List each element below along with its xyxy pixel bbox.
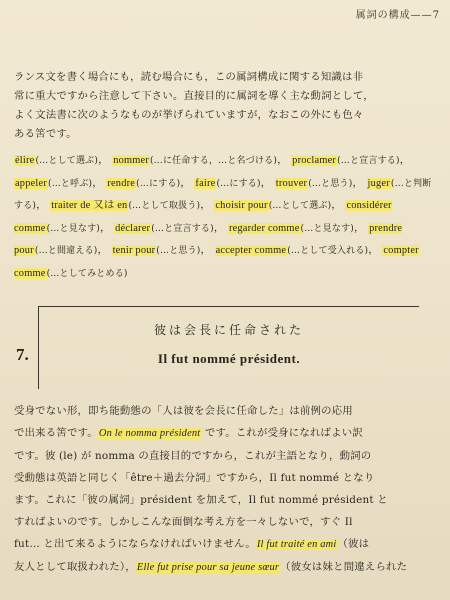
verb-gloss: (…にする) [136,178,181,189]
explanation-line: ます。これに「彼の属詞」président を加えて，Il fut nommé président と [14,494,388,506]
example-japanese: 彼は会長に任命された [153,323,304,337]
separator: ， [352,176,364,189]
verb-list [14,150,434,285]
verb-term: considérer comme [14,200,392,234]
verb-gloss: (…にする) [216,178,261,189]
example-number: 7. [16,345,29,364]
verb-term: prendre pour [14,222,403,256]
separator: ， [180,176,191,189]
explanation-line: 受身でない形，即ち能動態の「人は彼を会長に任命した」は前例の応用 [14,405,353,417]
explanation-line: 友人として取扱われた），Elle fut prise pour sa jeune sœur（彼女は妹と間違えられた [14,561,408,573]
verb-term: déclarer [115,222,151,234]
explanation-line: です。彼 (le) が nomma の直接目的ですから，これが主語となり，動詞の [14,450,372,462]
example-french: Il fut nommé président. [157,351,301,366]
separator: ， [92,176,103,189]
separator: ， [368,244,379,256]
separator: ， [353,221,365,234]
verb-gloss: (…と思う) [156,246,201,256]
verb-term: appeler [15,177,47,189]
highlight-example: On le nomma président [98,428,201,439]
explanation-line: 受動態は英語と同じく「être＋過去分詞」ですから，Il fut nommé となり [14,472,375,484]
verb-gloss: (…と間違える) [34,246,98,256]
verb-gloss: (…として受入れる) [287,246,369,256]
verb-term: accepter comme [215,245,287,256]
verb-term: faire [195,177,216,189]
verb-gloss: (…と見なす) [300,223,354,234]
separator: ， [331,199,342,211]
verb-term: élire [15,155,35,166]
explanation-line: で出来る筈です。On le nomma président です。これが受身になればよい訳 [14,427,363,439]
verb-gloss: (…と宣言する) [337,156,400,166]
verb-term: proclamer [292,155,337,166]
separator: ， [100,221,111,234]
separator: ， [200,199,211,211]
highlight-example: Elle fut prise pour sa jeune sœur [136,562,280,573]
verb-gloss: (…として選ぶ) [35,156,99,166]
intro-line: よく文法書に次のようなものが挙げられていますが，なおこの外にも色々 [14,109,364,121]
verb-term: nommer [113,155,150,166]
separator: ， [213,221,225,234]
verb-gloss: (…に任命する，…と名づける) [150,156,278,166]
separator: ， [98,154,109,166]
example-box [38,306,419,389]
explanation-paragraph [14,400,434,579]
verb-gloss: (…と判断する) [14,178,432,211]
verb-gloss: (…としてみとめる) [46,268,128,279]
verb-gloss: (…と宣言する) [151,223,214,234]
intro-line: 常に重大ですから注意して下さい。直接目的に属詞を導く主な動詞として， [14,90,374,102]
verb-term: compter comme [14,245,419,279]
separator: ， [36,199,47,211]
verb-gloss: (…と見なす) [46,223,101,234]
separator: ， [277,154,288,166]
verb-gloss: (…と呼ぶ) [47,178,93,189]
separator: ， [260,176,272,189]
explanation-line: fut… と出て来るようにならなければいけません。Il fut traité en ami（彼は [14,538,370,550]
verb-term: tenir pour [112,245,156,256]
verb-term: choisir pour [215,200,268,211]
verb-term: rendre [107,177,136,189]
intro-line: ランス文を書く場合にも，読む場合にも，この属詞構成に関する知識は非 [14,71,364,83]
verb-gloss: (…として選ぶ) [268,201,332,211]
intro-paragraph [14,68,434,144]
verb-term: traiter de 又は en [51,200,128,211]
verb-gloss: (…と思う) [308,178,353,189]
highlight-example: Il fut traité en ami [256,539,337,550]
separator: ， [399,154,411,166]
separator: ， [200,244,212,256]
verb-term: trouver [275,177,308,189]
verb-term: juger [367,177,390,189]
verb-term: regarder comme [228,222,300,234]
separator: ， [97,244,109,256]
verb-gloss: (…として取扱う) [128,201,201,211]
intro-line: ある筈です。 [14,128,77,140]
running-head: 属詞の構成——7 [355,10,440,21]
explanation-line: すればよいのです。しかしこんな面倒な考え方を一々しないで，すぐ Il [14,516,353,528]
